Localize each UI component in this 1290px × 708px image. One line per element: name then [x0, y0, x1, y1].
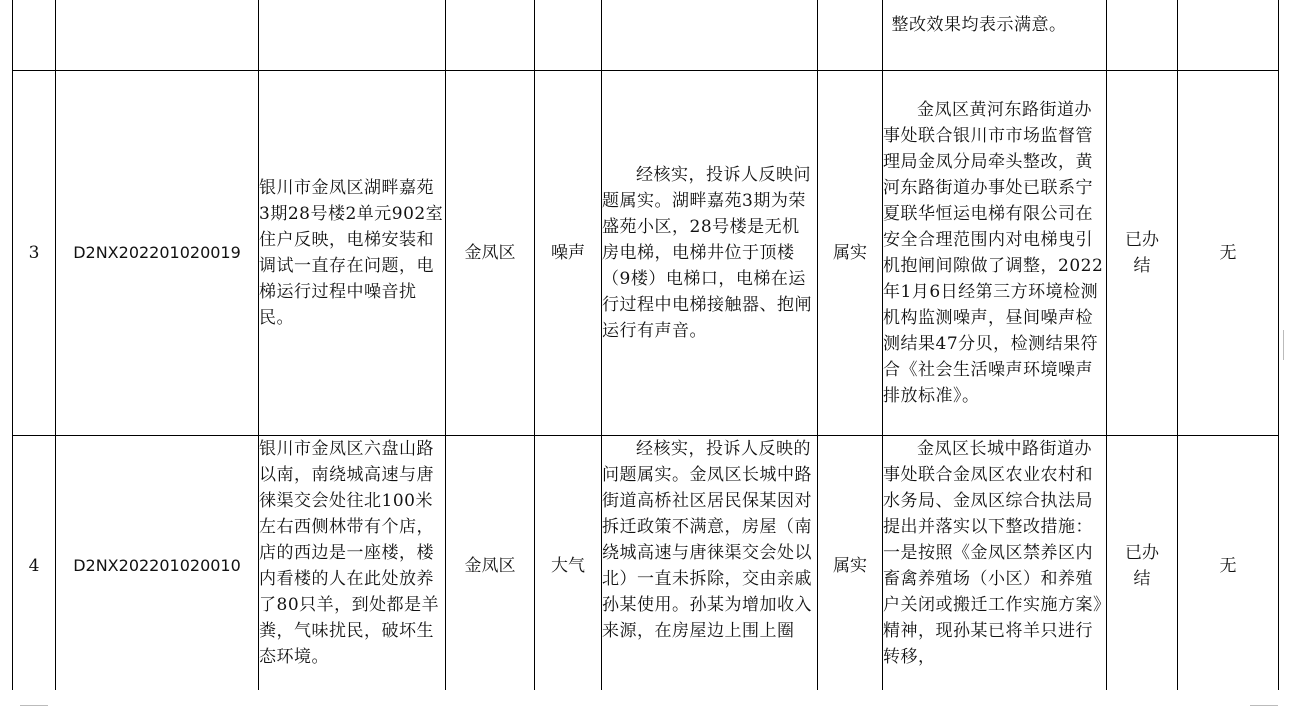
cell-no	[13, 0, 56, 71]
cell-district: 金凤区	[446, 71, 535, 436]
cell-handling: 整改效果均表示满意。	[883, 0, 1107, 71]
cell-content: 银川市金凤区六盘山路以南，南绕城高速与唐徕渠交会处往北100米左右西侧林带有个店，店的西边是一座楼，楼内看楼的人在此处放养了80只羊，到处都是羊粪，气味扰民，破坏生态环境。	[259, 436, 446, 696]
cell-accountability: 无	[1178, 71, 1279, 436]
cell-status	[1107, 0, 1178, 71]
cell-accountability	[1178, 0, 1279, 71]
cell-verify	[602, 0, 818, 71]
cell-verify: 经核实，投诉人反映问题属实。湖畔嘉苑3期为荣盛苑小区，28号楼是无机房电梯，电梯井位于顶楼（9楼）电梯口，电梯在运行过程中电梯接触器、抱闸运行有声音。	[602, 71, 818, 436]
complaint-table	[12, 0, 1279, 696]
cell-content	[259, 0, 446, 71]
cell-district	[446, 0, 535, 71]
crop-mark-bottom-right	[1250, 705, 1278, 706]
cell-verify: 经核实，投诉人反映的问题属实。金凤区长城中路街道高桥社区居民保某因对拆迁政策不满意，房屋（南绕城高速与唐徕渠交会处以北）一直未拆除，交由亲戚孙某使用。孙某为增加收入来源，在房屋边上围上圈	[602, 436, 818, 696]
cell-accountability: 无	[1178, 436, 1279, 696]
cell-district: 金凤区	[446, 436, 535, 696]
table-row	[13, 71, 1279, 436]
page-break	[0, 690, 1290, 708]
table-row	[13, 436, 1279, 696]
cell-id: D2NX202201020010	[56, 436, 259, 696]
cell-id	[56, 0, 259, 71]
cell-id: D2NX202201020019	[56, 71, 259, 436]
scroll-edge-marker	[1283, 330, 1290, 360]
crop-mark-bottom-left	[20, 705, 48, 706]
cell-no: 3	[13, 71, 56, 436]
cell-truth: 属实	[818, 436, 883, 696]
cell-truth: 属实	[818, 71, 883, 436]
cell-truth	[818, 0, 883, 71]
cell-type: 噪声	[535, 71, 602, 436]
cell-status: 已办结	[1107, 436, 1178, 696]
cell-status: 已办结	[1107, 71, 1178, 436]
cell-handling: 金凤区长城中路街道办事处联合金凤区农业农村和水务局、金凤区综合执法局提出并落实以下整改措施：一是按照《金凤区禁养区内畜禽养殖场（小区）和养殖户关闭或搬迁工作实施方案》精神，现孙某已将羊只进行转移，	[883, 436, 1107, 696]
cell-type: 大气	[535, 436, 602, 696]
cell-content: 银川市金凤区湖畔嘉苑3期28号楼2单元902室住户反映，电梯安装和调试一直存在问题，电梯运行过程中噪音扰民。	[259, 71, 446, 436]
cell-no: 4	[13, 436, 56, 696]
table-row-continued	[13, 0, 1279, 71]
cell-type	[535, 0, 602, 71]
cell-handling: 金凤区黄河东路街道办事处联合银川市市场监督管理局金凤分局牵头整改，黄河东路街道办事处已联系宁夏联华恒运电梯有限公司在安全合理范围内对电梯曳引机抱闸间隙做了调整，2022年1月6日经第三方环境检测机构监测噪声，昼间噪声检测结果47分贝，检测结果符合《社会生活噪声环境噪声排放标准》。	[883, 71, 1107, 436]
